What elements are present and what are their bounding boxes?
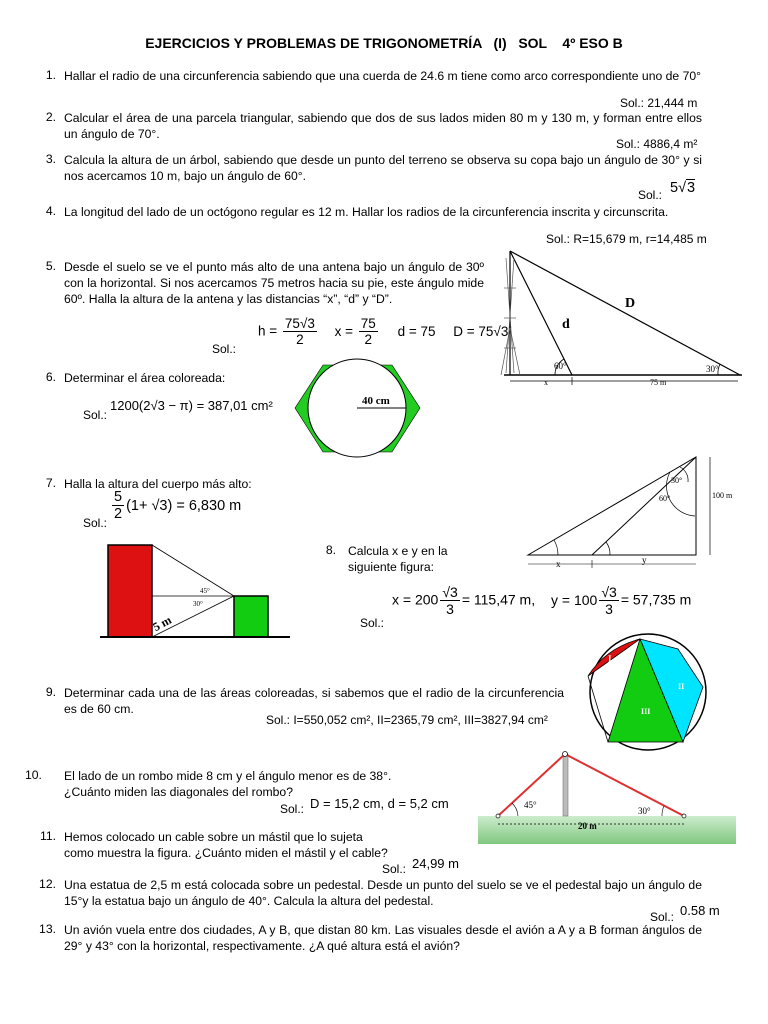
angle-30: 30° bbox=[706, 364, 719, 374]
dist-x: x bbox=[556, 559, 561, 569]
problem-number: 9. bbox=[45, 685, 56, 699]
angle-30: 30° bbox=[638, 806, 651, 816]
solution: Sol.: bbox=[280, 802, 305, 816]
angle-45: 45° bbox=[200, 587, 210, 595]
solution-math: h = $\frac{75√3}{2}$ x = $\frac{75}{2}$ d = 75 D = 75√3 bbox=[258, 316, 509, 347]
problem-text: Una estatua de 2,5 m está colocada sobre un pedestal. Desde un punto del suelo se ve el pedestal bajo un ángulo de 15°y la estatua bajo un ángulo de 40°. Calcula la altura del pedestal. bbox=[64, 878, 702, 908]
base-20m: 20 m bbox=[578, 821, 597, 831]
angle-30: 30° bbox=[671, 476, 683, 485]
solution: Sol.: bbox=[83, 408, 108, 422]
radius-label: 40 cm bbox=[362, 395, 390, 407]
height-label: 100 m bbox=[712, 491, 733, 500]
region-III: III bbox=[641, 707, 651, 716]
problem-number: 2. bbox=[45, 110, 56, 124]
solution: Sol.: bbox=[360, 616, 385, 630]
problem-number: 8. bbox=[325, 543, 336, 557]
region-II: II bbox=[678, 682, 685, 691]
solution: Sol.: bbox=[212, 342, 237, 356]
solution: Sol.: 4886,4 m² bbox=[616, 137, 698, 151]
solution: Sol.: bbox=[638, 188, 663, 202]
problem-number: 3. bbox=[45, 152, 56, 166]
solution-math: 1200(2√3 − π) = 387,01 cm² bbox=[110, 398, 273, 413]
length-5m: 5 m bbox=[150, 612, 174, 634]
solution-math: 24,99 m bbox=[412, 856, 459, 871]
problem-text: Calcular el área de una parcela triangular, sabiendo que dos de sus lados miden 80 m y 130 m, y forman entre ellos un ángulo de 70°. bbox=[64, 111, 702, 141]
solution-math: 0.58 m bbox=[680, 903, 720, 918]
problem-number: 12. bbox=[39, 877, 56, 891]
solution: Sol.: I=550,052 cm², II=2365,79 cm², III=3827,94 cm² bbox=[266, 713, 548, 727]
problem-number: 1. bbox=[45, 68, 56, 82]
page-title: EJERCICIOS Y PROBLEMAS DE TRIGONOMETRÍA (I) SOL 4º ESO B bbox=[145, 35, 623, 51]
antenna-figure bbox=[500, 248, 745, 388]
problem-text: La longitud del lado de un octógono regular es 12 m. Hallar los radios de la circunferencia inscrita y circunscrita. bbox=[64, 205, 669, 219]
problem-number: 10. bbox=[25, 768, 42, 782]
solution: Sol.: bbox=[650, 910, 675, 924]
problem-number: 11. bbox=[39, 829, 56, 843]
region-I: I bbox=[608, 654, 612, 664]
angle-45: 45° bbox=[524, 800, 537, 810]
label-D: D bbox=[625, 296, 636, 311]
problem-text: Hemos colocado un cable sobre un mástil que lo sujeta como muestra la figura. ¿Cuánto miden el mástil y el cable? bbox=[64, 830, 388, 860]
solution: Sol.: 21,444 m bbox=[620, 96, 698, 110]
dist-x: x bbox=[544, 378, 548, 387]
angle-60: 60° bbox=[659, 494, 671, 503]
solution: Sol.: bbox=[382, 862, 407, 876]
problem-text: Determinar el área coloreada: bbox=[64, 371, 226, 385]
problem-text: Calcula la altura de un árbol, sabiendo que desde un punto del terreno se observa su copa bajo un ángulo de 30° y si nos acercamos 10 m, bajo un ángulo de 60°. bbox=[64, 153, 702, 183]
circle-figure bbox=[578, 634, 726, 752]
problem-text: Un avión vuela entre dos ciudades, A y B, que distan 80 km. Las visuales desde el avión a A y a B forman ángulos de 29° y 43° con la horizontal, respectivamente. ¿A qué altura está el avión? bbox=[64, 923, 702, 953]
problem-text: El lado de un rombo mide 8 cm y el ángulo menor es de 38°. ¿Cuánto miden las diagonales del rombo? bbox=[64, 769, 392, 799]
solution-math: 5√ 3 bbox=[670, 180, 695, 196]
solution: Sol.: R=15,679 m, r=14,485 m bbox=[546, 232, 707, 246]
problem-text: Calcula x e y en la siguiente figura: bbox=[348, 544, 448, 574]
problem-text: Halla la altura del cuerpo más alto: bbox=[64, 477, 252, 491]
problem-number: 7. bbox=[45, 476, 56, 490]
problem-text: Determinar cada una de las áreas coloreadas, si sabemos que el radio de la circunferencia es de 60 cm. bbox=[64, 686, 564, 716]
solution: Sol.: bbox=[83, 516, 108, 530]
label-d: d bbox=[562, 317, 570, 332]
problem-number: 5. bbox=[45, 259, 56, 273]
solution-math: D = 15,2 cm, d = 5,2 cm bbox=[310, 796, 449, 811]
angle-30: 30° bbox=[193, 600, 203, 608]
dist-y: y bbox=[642, 555, 647, 565]
problem-number: 13. bbox=[39, 922, 56, 936]
blocks-figure bbox=[100, 540, 295, 640]
problem-text: Hallar el radio de una circunferencia sabiendo que una cuerda de 24.6 m tiene como arco correspondiente uno de 70° bbox=[64, 69, 702, 83]
problem-text: Desde el suelo se ve el punto más alto de una antena bajo un ángulo de 30º con la horizontal. Si nos acercamos 75 metros hacia su pie, este ángulo mide 60º. Halla la altura de la antena y las distancias “x”, “d” y “D”. bbox=[64, 260, 484, 306]
problem-number: 4. bbox=[45, 204, 56, 218]
problem-number: 6. bbox=[45, 370, 56, 384]
solution-math: x = 200 $\frac{√3}{3}$ = 115,47 m, y = 100 $\frac{√3}{3}$ = 57,735 m bbox=[392, 584, 692, 617]
dist-75: 75 m bbox=[650, 378, 667, 387]
hexagon-figure bbox=[290, 360, 425, 458]
mast-figure bbox=[478, 748, 740, 848]
triangle-figure bbox=[520, 452, 740, 572]
angle-60: 60° bbox=[554, 361, 567, 371]
solution-math: $\frac{5}{2}$ (1+ √3) = 6,830 m bbox=[114, 489, 242, 522]
